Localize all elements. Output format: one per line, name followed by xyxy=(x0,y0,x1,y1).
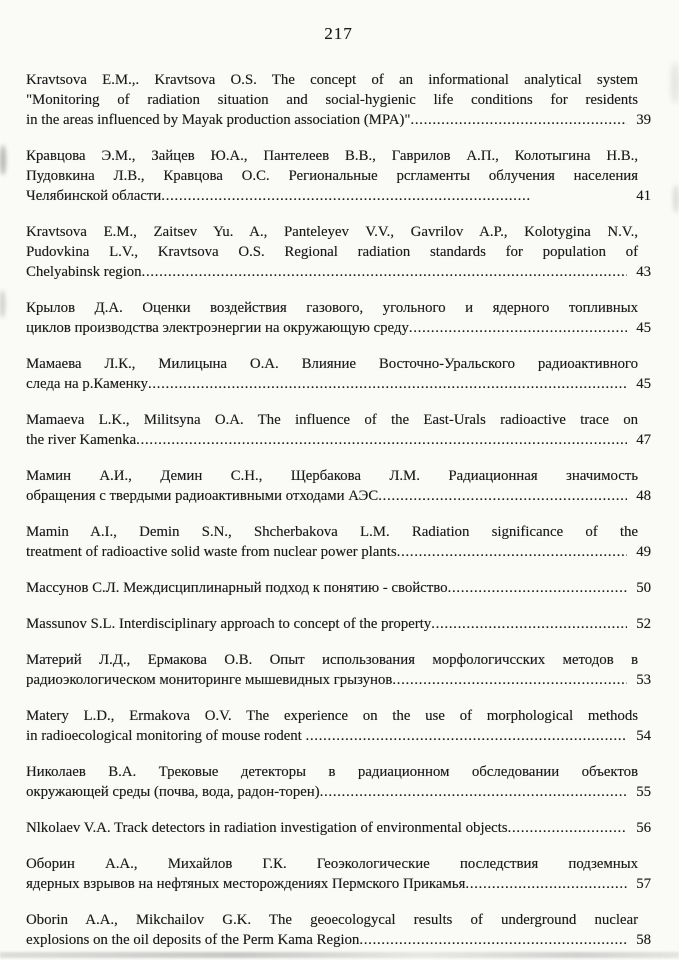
toc-entry xyxy=(26,854,651,894)
entry-page-ref: 45 xyxy=(636,320,651,336)
toc-entry xyxy=(26,614,651,634)
entry-page-ref: 49 xyxy=(636,544,651,560)
dot-leader xyxy=(397,542,628,562)
dot-leader xyxy=(378,486,627,506)
toc-entry xyxy=(26,650,651,690)
dot-leader xyxy=(465,874,627,894)
entry-last-line xyxy=(26,374,651,394)
entry-last-line xyxy=(26,430,651,450)
scan-artifact xyxy=(0,290,5,318)
entry-last-line xyxy=(26,726,651,746)
toc-entry xyxy=(26,706,651,746)
toc-entry xyxy=(26,818,651,838)
entry-last-line xyxy=(26,110,651,130)
entry-text: следа на р.Каменку xyxy=(26,376,148,392)
entry-text-line: Мамаева Л.К., Милицына О.А. Влияние Восточно-Уральского радиоактивного xyxy=(26,356,638,372)
entry-page-ref: 58 xyxy=(636,932,651,948)
entry-page-ref: 43 xyxy=(636,264,651,280)
dot-leader xyxy=(305,726,627,746)
scan-artifact xyxy=(673,185,679,213)
entry-text-line: Matery L.D., Ermakova O.V. The experience on the use of morphological methods xyxy=(26,708,638,724)
entry-text: обращения с твердыми радиоактивными отходами АЭС xyxy=(26,488,379,504)
entry-page-ref: 45 xyxy=(636,376,651,392)
toc-entry xyxy=(26,910,651,950)
entry-page-ref: 53 xyxy=(636,672,651,688)
entry-text-line: Николаев В.А. Трековые детекторы в радиационном обследовании объектов xyxy=(26,764,638,780)
entry-text: the river Kamenka xyxy=(26,432,137,448)
entry-text-line: Материй Л.Д., Ермакова О.В. Опыт использования морфологичсских методов в xyxy=(26,652,638,668)
toc-entry xyxy=(26,354,651,394)
entry-text-line: Кравцова Э.М., Зайцев Ю.А., Пантелеев В.В., Гаврилов А.П., Колотыгина Н.В., xyxy=(26,148,638,164)
entry-text: Massunov S.L. Interdisciplinary approach to concept of the property xyxy=(26,616,432,632)
entry-last-line xyxy=(26,542,651,562)
entry-last-line xyxy=(26,186,651,206)
toc-entry xyxy=(26,578,651,598)
entry-text: in the areas influenced by Mayak production association (MPA)" xyxy=(26,112,411,128)
entry-last-line xyxy=(26,670,651,690)
dot-leader xyxy=(161,186,531,206)
entry-last-line xyxy=(26,614,651,634)
entry-page-ref: 54 xyxy=(636,728,651,744)
entry-page-ref: 50 xyxy=(636,580,651,596)
toc-entry xyxy=(26,298,651,338)
entry-last-line xyxy=(26,318,651,338)
dot-leader xyxy=(410,110,627,130)
entry-text-line: Оборин А.А., Михайлов Г.К. Геоэкологические последствия подземных xyxy=(26,856,638,872)
entry-text-line: Kravtsova E.M., Zaitsev Yu. A., Panteleyev V.V., Gavrilov A.P., Kolotygina N.V., xyxy=(26,224,638,240)
dot-leader xyxy=(320,782,628,802)
entry-text-line: Pudovkina L.V., Kravtsova O.S. Regional radiation standards for population of xyxy=(26,244,638,260)
dot-leader xyxy=(431,614,627,634)
toc-entry xyxy=(26,222,651,282)
dot-leader xyxy=(136,430,627,450)
entry-text-line: Mamin A.I., Demin S.N., Shcherbakova L.M. Radiation significance of the xyxy=(26,524,638,540)
entry-last-line xyxy=(26,930,651,950)
entry-last-line xyxy=(26,818,651,838)
dot-leader xyxy=(392,670,627,690)
entry-text: ядерных взрывов на нефтяных месторождениях Пермского Прикамья xyxy=(26,876,466,892)
entry-page-ref: 39 xyxy=(636,112,651,128)
entry-text-line: Мамин А.И., Демин С.Н., Щербакова Л.М. Радиационная значимость xyxy=(26,468,638,484)
entry-last-line xyxy=(26,486,651,506)
entry-text: Челябинской области xyxy=(26,188,162,204)
entry-page-ref: 55 xyxy=(636,784,651,800)
entry-text-line: Oborin A.A., Mikchailov G.K. The geoecologycal results of underground nuclear xyxy=(26,912,638,928)
entry-page-ref: 47 xyxy=(636,432,651,448)
entry-page-ref: 52 xyxy=(636,616,651,632)
toc-entry xyxy=(26,466,651,506)
toc-entry xyxy=(26,522,651,562)
page-number: 217 xyxy=(324,24,353,43)
entry-text: окружающей среды (почва, вода, радон-торен) xyxy=(26,784,320,800)
entry-text-line: Kravtsova E.M.,. Kravtsova O.S. The concept of an informational analytical system xyxy=(26,72,638,88)
toc-entries xyxy=(26,70,651,950)
dot-leader xyxy=(359,930,627,950)
entry-text: in radioecological monitoring of mouse rodent xyxy=(26,728,306,744)
entry-page-ref: 48 xyxy=(636,488,651,504)
entry-last-line xyxy=(26,874,651,894)
scan-artifact xyxy=(0,145,6,175)
entry-text-line: Пудовкина Л.В., Кравцова О.С. Региональные рсгламенты облучения населения xyxy=(26,168,638,184)
dot-leader xyxy=(508,818,628,838)
entry-last-line xyxy=(26,262,651,282)
toc-entry xyxy=(26,410,651,450)
toc-entry xyxy=(26,146,651,206)
entry-last-line xyxy=(26,578,651,598)
entry-text: treatment of radioactive solid waste from nuclear power plants xyxy=(26,544,397,560)
entry-text: Chelyabinsk region xyxy=(26,264,142,280)
entry-text-line: "Monitoring of radiation situation and social-hygienic life conditions for residents xyxy=(26,92,638,108)
entry-text: циклов производства электроэнергии на окружающую среду xyxy=(26,320,409,336)
dot-leader xyxy=(448,578,628,598)
entry-text: Nlkolaev V.A. Track detectors in radiation investigation of environmental objects xyxy=(26,820,508,836)
entry-page-ref: 57 xyxy=(636,876,651,892)
entry-text-line: Крылов Д.А. Оценки воздействия газового, угольного и ядерного топливных xyxy=(26,300,638,316)
entry-last-line xyxy=(26,782,651,802)
toc-entry xyxy=(26,762,651,802)
scan-artifact xyxy=(671,62,679,104)
scan-artifact xyxy=(0,952,679,958)
entry-text: explosions on the oil deposits of the Perm Kama Region xyxy=(26,932,360,948)
entry-page-ref: 56 xyxy=(636,820,651,836)
entry-text: радиоэкологическом мониторинге мышевидных грызунов xyxy=(26,672,393,688)
entry-text: Массунов С.Л. Междисциплинарный подход к понятию - свойство xyxy=(26,580,448,596)
entry-page-ref: 41 xyxy=(636,188,651,204)
dot-leader xyxy=(141,262,627,282)
dot-leader xyxy=(148,374,627,394)
dot-leader xyxy=(409,318,627,338)
entry-text-line: Mamaeva L.K., Militsyna O.A. The influence of the East-Urals radioactive trace on xyxy=(26,412,638,428)
toc-entry xyxy=(26,70,651,130)
